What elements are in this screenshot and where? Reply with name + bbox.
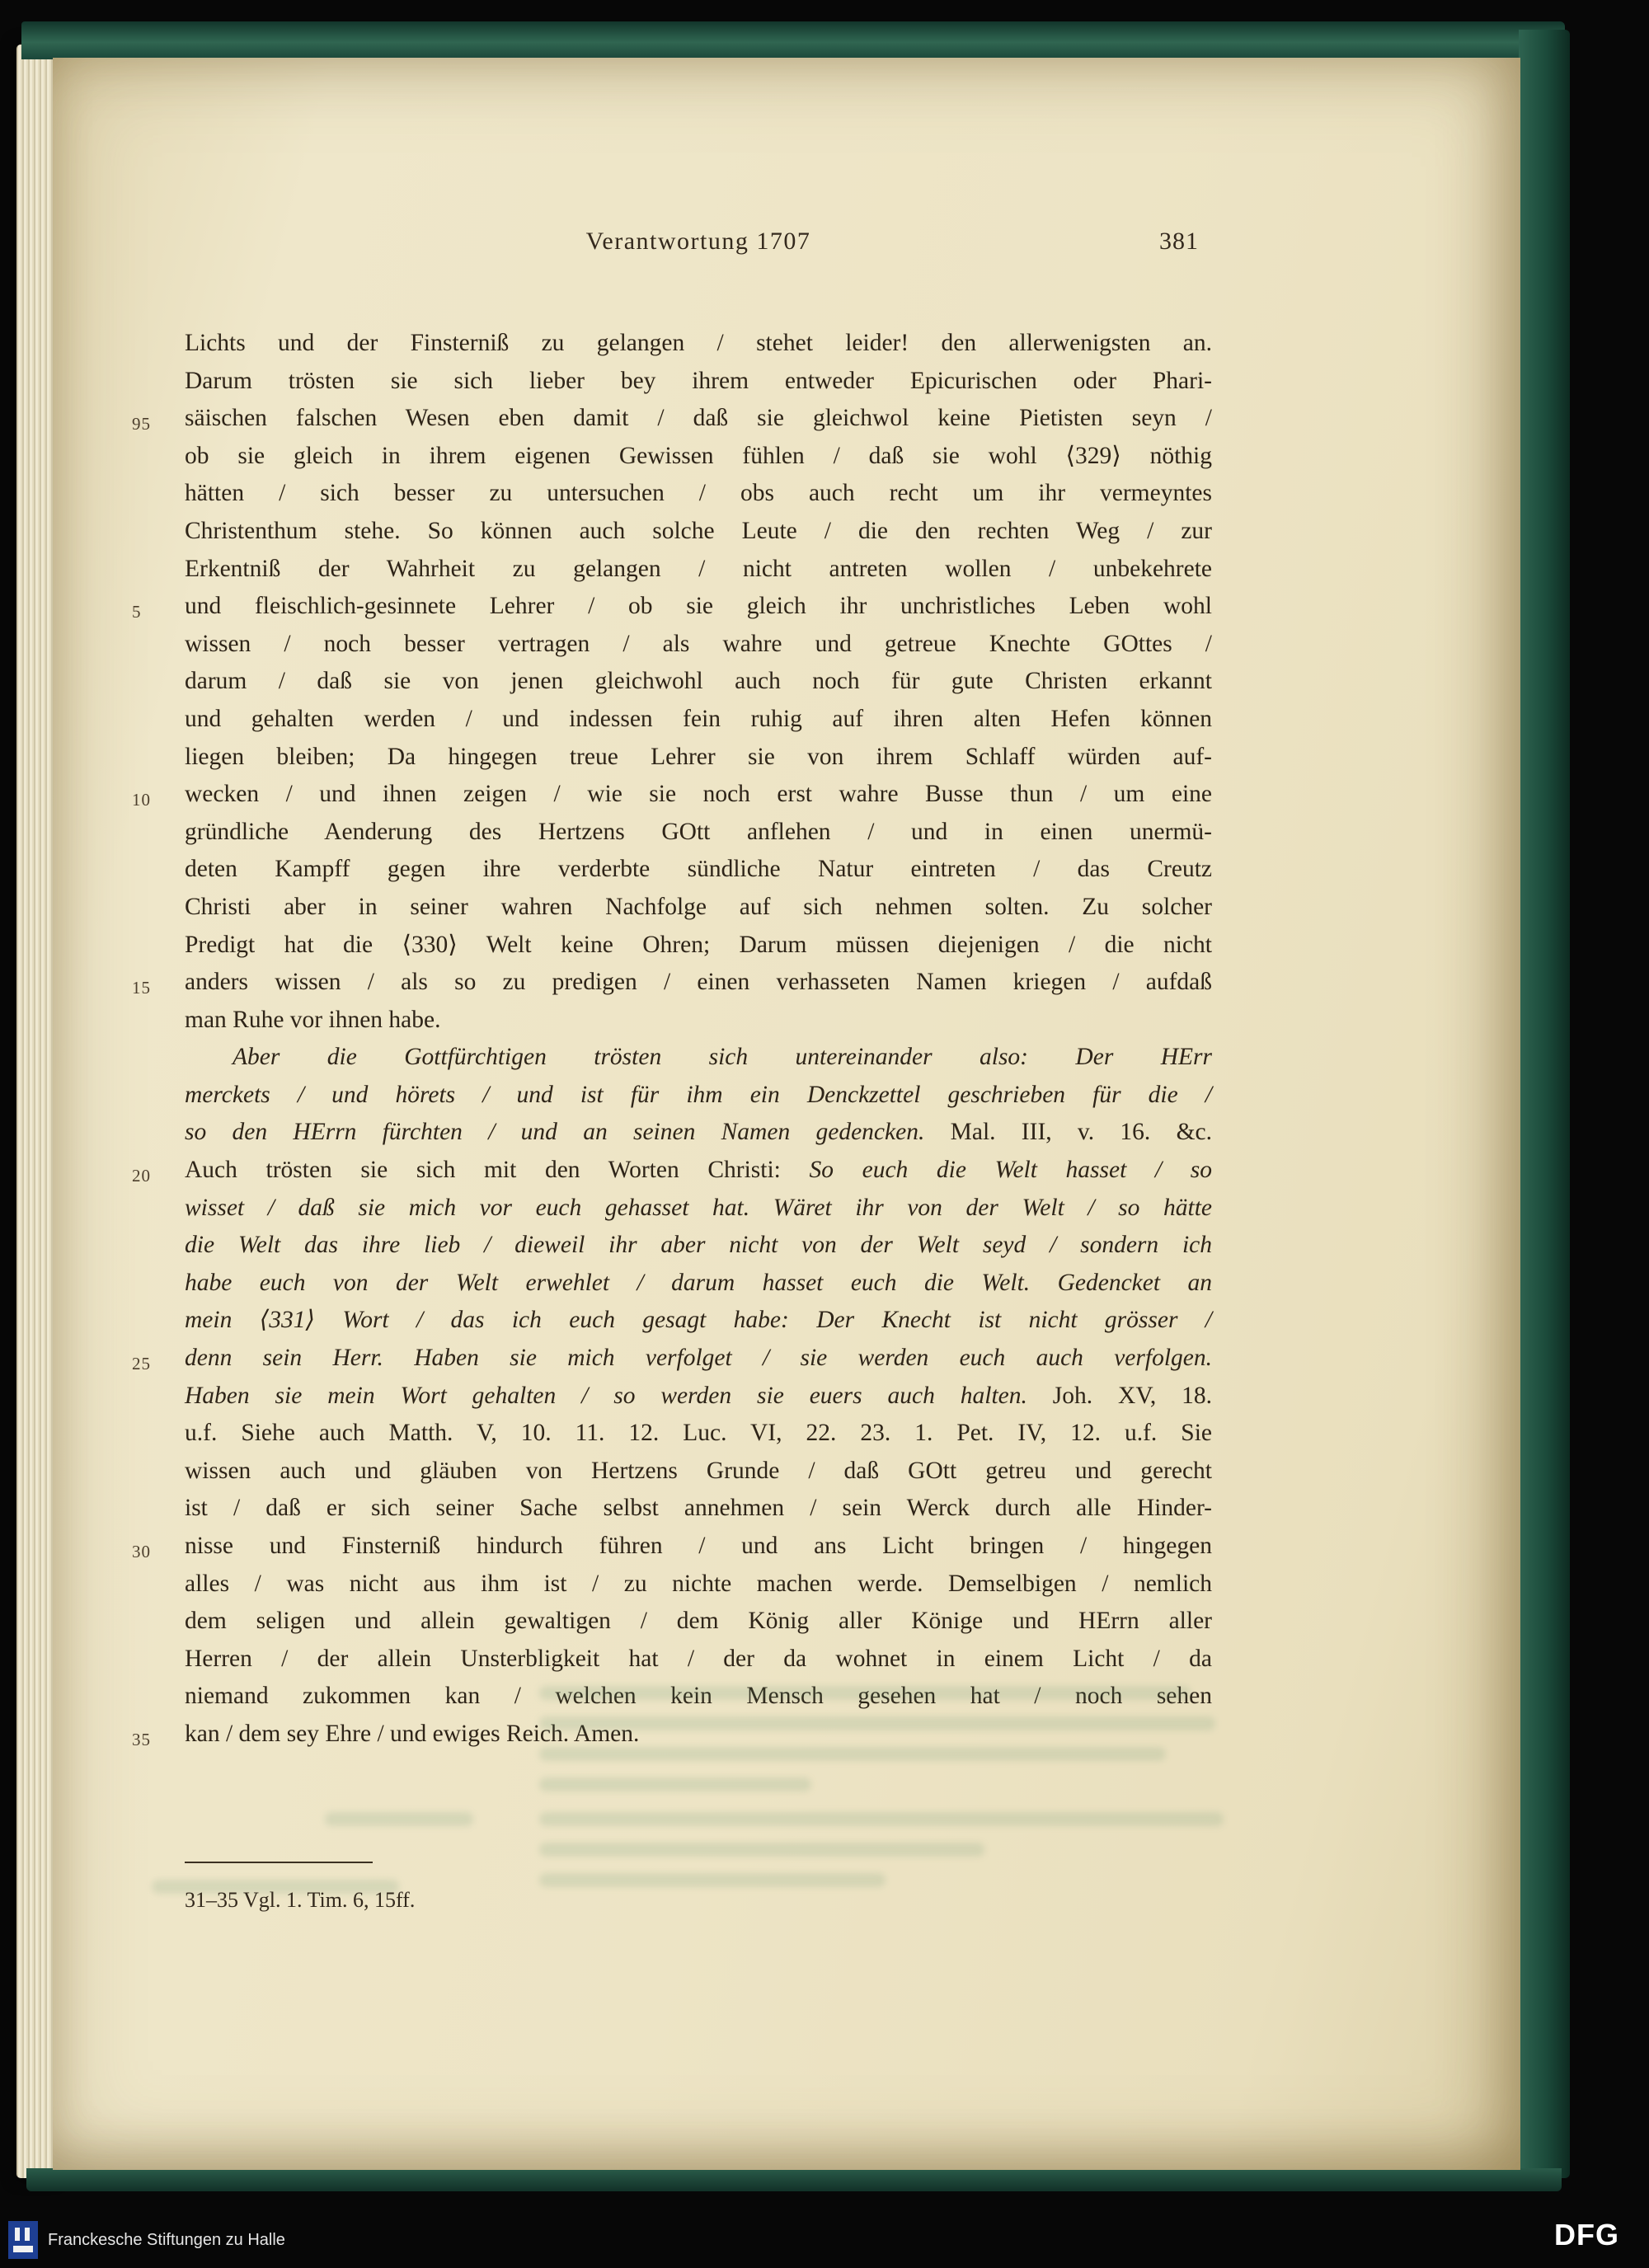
- text-segment-italic: Aber die Gottfürchtigen trösten sich untereinander also: Der HErr: [233, 1044, 1212, 1071]
- text-line: [185, 475, 1212, 513]
- book-cover-right-edge: [1519, 30, 1570, 2178]
- text-segment: Darum trösten sie sich lieber bey ihrem entweder Epicurischen oder Phari-: [185, 367, 1212, 394]
- institution-name: Franckesche Stiftungen zu Halle: [48, 2230, 285, 2249]
- text-segment: hätten / sich besser zu untersuchen / obs auch recht um ihr vermeyntes: [185, 480, 1212, 507]
- line-number: 35: [132, 1729, 151, 1749]
- text-segment: Mal. III, v. 16. &c.: [924, 1119, 1212, 1146]
- text-line: [185, 814, 1212, 852]
- bleedthrough-ghost: [539, 1812, 1224, 1826]
- bleedthrough-ghost: [539, 1777, 811, 1791]
- line-number: 15: [132, 978, 151, 998]
- text-line: [185, 1265, 1212, 1303]
- text-segment-italic: Haben sie mein Wort gehalten / so werden sie euers auch halten.: [185, 1382, 1027, 1409]
- text-line: [185, 851, 1212, 889]
- text-line: [185, 1566, 1212, 1604]
- footnote-rule: [185, 1862, 373, 1863]
- text-line: [185, 363, 1212, 401]
- text-segment-italic: mein ⟨331⟩ Wort / das ich euch gesagt habe: Der Knecht ist nicht grösser /: [185, 1307, 1212, 1334]
- text-segment-italic: die Welt das ihre lieb / dieweil ihr aber nicht von der Welt seyd / sondern ich: [185, 1232, 1212, 1259]
- line-number: 5: [132, 602, 142, 622]
- text-segment: säischen falschen Wesen eben damit / daß sie gleichwol keine Pietisten seyn /: [185, 405, 1212, 432]
- text-segment: Christenthum stehe. So können auch solche Leute / die den rechten Weg / zur: [185, 517, 1212, 544]
- text-line: [132, 400, 1212, 438]
- text-line: [185, 739, 1212, 777]
- text-segment: niemand zukommen kan / welchen kein Mensch gesehen hat / noch sehen: [185, 1683, 1212, 1710]
- text-line: [132, 588, 1212, 626]
- text-segment: Auch trösten sie sich mit den Worten Christi:: [185, 1157, 810, 1184]
- text-segment: u.f. Siehe auch Matth. V, 10. 11. 12. Luc. VI, 22. 23. 1. Pet. IV, 12. u.f. Sie: [185, 1420, 1212, 1447]
- text-segment: ist / daß er sich seiner Sache selbst annehmen / sein Werck durch alle Hinder-: [185, 1495, 1212, 1522]
- text-segment: nisse und Finsterniß hindurch führen / und ans Licht bringen / hingegen: [185, 1533, 1212, 1559]
- text-line: [185, 1039, 1212, 1077]
- text-line: [185, 1603, 1212, 1641]
- text-line: [185, 325, 1212, 363]
- text-line: [185, 1227, 1212, 1265]
- book-cover-bottom-edge: [26, 2168, 1562, 2191]
- text-line: [132, 776, 1212, 814]
- page-number: 381: [1159, 228, 1199, 255]
- text-segment: man Ruhe vor ihnen habe.: [185, 1006, 441, 1033]
- text-line: [185, 1077, 1212, 1115]
- text-segment: alles / was nicht aus ihm ist / zu nichte machen werde. Demselbigen / nemlich: [185, 1570, 1212, 1597]
- text-segment: wissen auch und gläuben von Hertzens Grunde / daß GOtt getreu und gerecht: [185, 1457, 1212, 1484]
- line-number: 25: [132, 1354, 151, 1374]
- text-segment: Erkentniß der Wahrheit zu gelangen / nicht antreten wollen / unbekehrete: [185, 555, 1212, 582]
- bleedthrough-ghost: [325, 1812, 473, 1826]
- running-title: Verantwortung 1707: [585, 228, 811, 255]
- text-block: [132, 228, 1212, 1754]
- text-line: [132, 964, 1212, 1002]
- bleedthrough-ghost: [539, 1747, 1166, 1761]
- running-header: [185, 228, 1212, 280]
- text-segment: Predigt hat die ⟨330⟩ Welt keine Ohren; Darum müssen diejenigen / die nicht: [185, 931, 1212, 958]
- text-line: [132, 1340, 1212, 1378]
- bleedthrough-ghost: [539, 1873, 886, 1887]
- text-line: [185, 1490, 1212, 1528]
- line-number: 95: [132, 414, 151, 434]
- text-line: [185, 626, 1212, 664]
- text-segment: deten Kampff gegen ihre verderbte sündliche Natur eintreten / das Creutz: [185, 856, 1212, 883]
- text-segment: Joh. XV, 18.: [1027, 1382, 1212, 1409]
- text-line: [185, 889, 1212, 927]
- text-line: [185, 438, 1212, 476]
- bleedthrough-ghost: [539, 1843, 984, 1857]
- text-line: [185, 1453, 1212, 1491]
- text-line: [185, 1641, 1212, 1679]
- text-line: [185, 551, 1212, 589]
- text-line: [132, 1152, 1212, 1190]
- franckesche-stiftungen-logo-icon: [8, 2221, 38, 2259]
- line-number: 10: [132, 790, 151, 810]
- text-segment: anders wissen / als so zu predigen / einen verhasseten Namen kriegen / aufdaß: [185, 969, 1212, 996]
- text-line: [185, 1190, 1212, 1228]
- text-segment: liegen bleiben; Da hingegen treue Lehrer sie von ihrem Schlaff würden auf-: [185, 743, 1212, 770]
- text-segment-italic: so den HErrn fürchten / und an seinen Namen gedencken.: [185, 1119, 925, 1146]
- text-line: [185, 1114, 1212, 1152]
- text-segment-italic: So euch die Welt hasset / so: [809, 1157, 1212, 1184]
- text-segment-italic: denn sein Herr. Haben sie mich verfolget / sie werden euch auch verfolgen.: [185, 1345, 1212, 1372]
- bleedthrough-ghost: [539, 1686, 1191, 1700]
- text-segment-italic: habe euch von der Welt erwehlet / darum hasset euch die Welt. Gedencket an: [185, 1269, 1212, 1296]
- institution-credit: [8, 2221, 285, 2259]
- text-line: [185, 701, 1212, 739]
- dfg-logo: DFG: [1554, 2218, 1619, 2252]
- text-line: [185, 663, 1212, 701]
- text-segment: darum / daß sie von jenen gleichwohl auch noch für gute Christen erkannt: [185, 668, 1212, 695]
- book-cover-top-edge: [21, 21, 1565, 59]
- text-segment-italic: wisset / daß sie mich vor euch gehasset hat. Wäret ihr von der Welt / so hätte: [185, 1194, 1212, 1221]
- book-page-edges: [16, 45, 54, 2178]
- text-segment: ob sie gleich in ihrem eigenen Gewissen fühlen / daß sie wohl ⟨329⟩ nöthig: [185, 442, 1212, 469]
- text-line: [185, 513, 1212, 551]
- book-page: [53, 58, 1520, 2170]
- footnote-text: 31–35 Vgl. 1. Tim. 6, 15ff.: [185, 1888, 416, 1912]
- footer-bar: [0, 2213, 1649, 2268]
- text-line: [132, 1528, 1212, 1566]
- text-segment: Herren / der allein Unsterbligkeit hat / der da wohnet in einem Licht / da: [185, 1645, 1212, 1672]
- text-segment: wecken / und ihnen zeigen / wie sie noch erst wahre Busse thun / um eine: [185, 781, 1212, 808]
- text-line: [185, 927, 1212, 965]
- text-segment: gründliche Aenderung des Hertzens GOtt anflehen / und in einen unermü-: [185, 818, 1212, 845]
- text-segment: und fleischlich-gesinnete Lehrer / ob sie gleich ihr unchristliches Leben wohl: [185, 593, 1212, 620]
- text-segment-italic: merckets / und hörets / und ist für ihm ein Denckzettel geschrieben für die /: [185, 1081, 1212, 1108]
- text-line: [185, 1415, 1212, 1453]
- text-segment: Lichts und der Finsterniß zu gelangen / stehet leider! den allerwenigsten an.: [185, 330, 1212, 356]
- bleedthrough-ghost: [539, 1716, 1215, 1730]
- text-line: [185, 1002, 1212, 1040]
- text-line: [185, 1302, 1212, 1340]
- line-number: 30: [132, 1542, 151, 1561]
- text-body: [132, 325, 1212, 1754]
- text-line: [185, 1378, 1212, 1416]
- text-segment: kan / dem sey Ehre / und ewiges Reich. Amen.: [185, 1720, 640, 1747]
- text-segment: Christi aber in seiner wahren Nachfolge auf sich nehmen solten. Zu solcher: [185, 893, 1212, 920]
- footnote: [185, 1862, 415, 1913]
- line-number: 20: [132, 1166, 151, 1186]
- text-segment: dem seligen und allein gewaltigen / dem König aller Könige und HErrn aller: [185, 1608, 1212, 1635]
- text-segment: und gehalten werden / und indessen fein ruhig auf ihren alten Hefen können: [185, 705, 1212, 732]
- text-segment: wissen / noch besser vertragen / als wahre und getreue Knechte GOttes /: [185, 630, 1212, 657]
